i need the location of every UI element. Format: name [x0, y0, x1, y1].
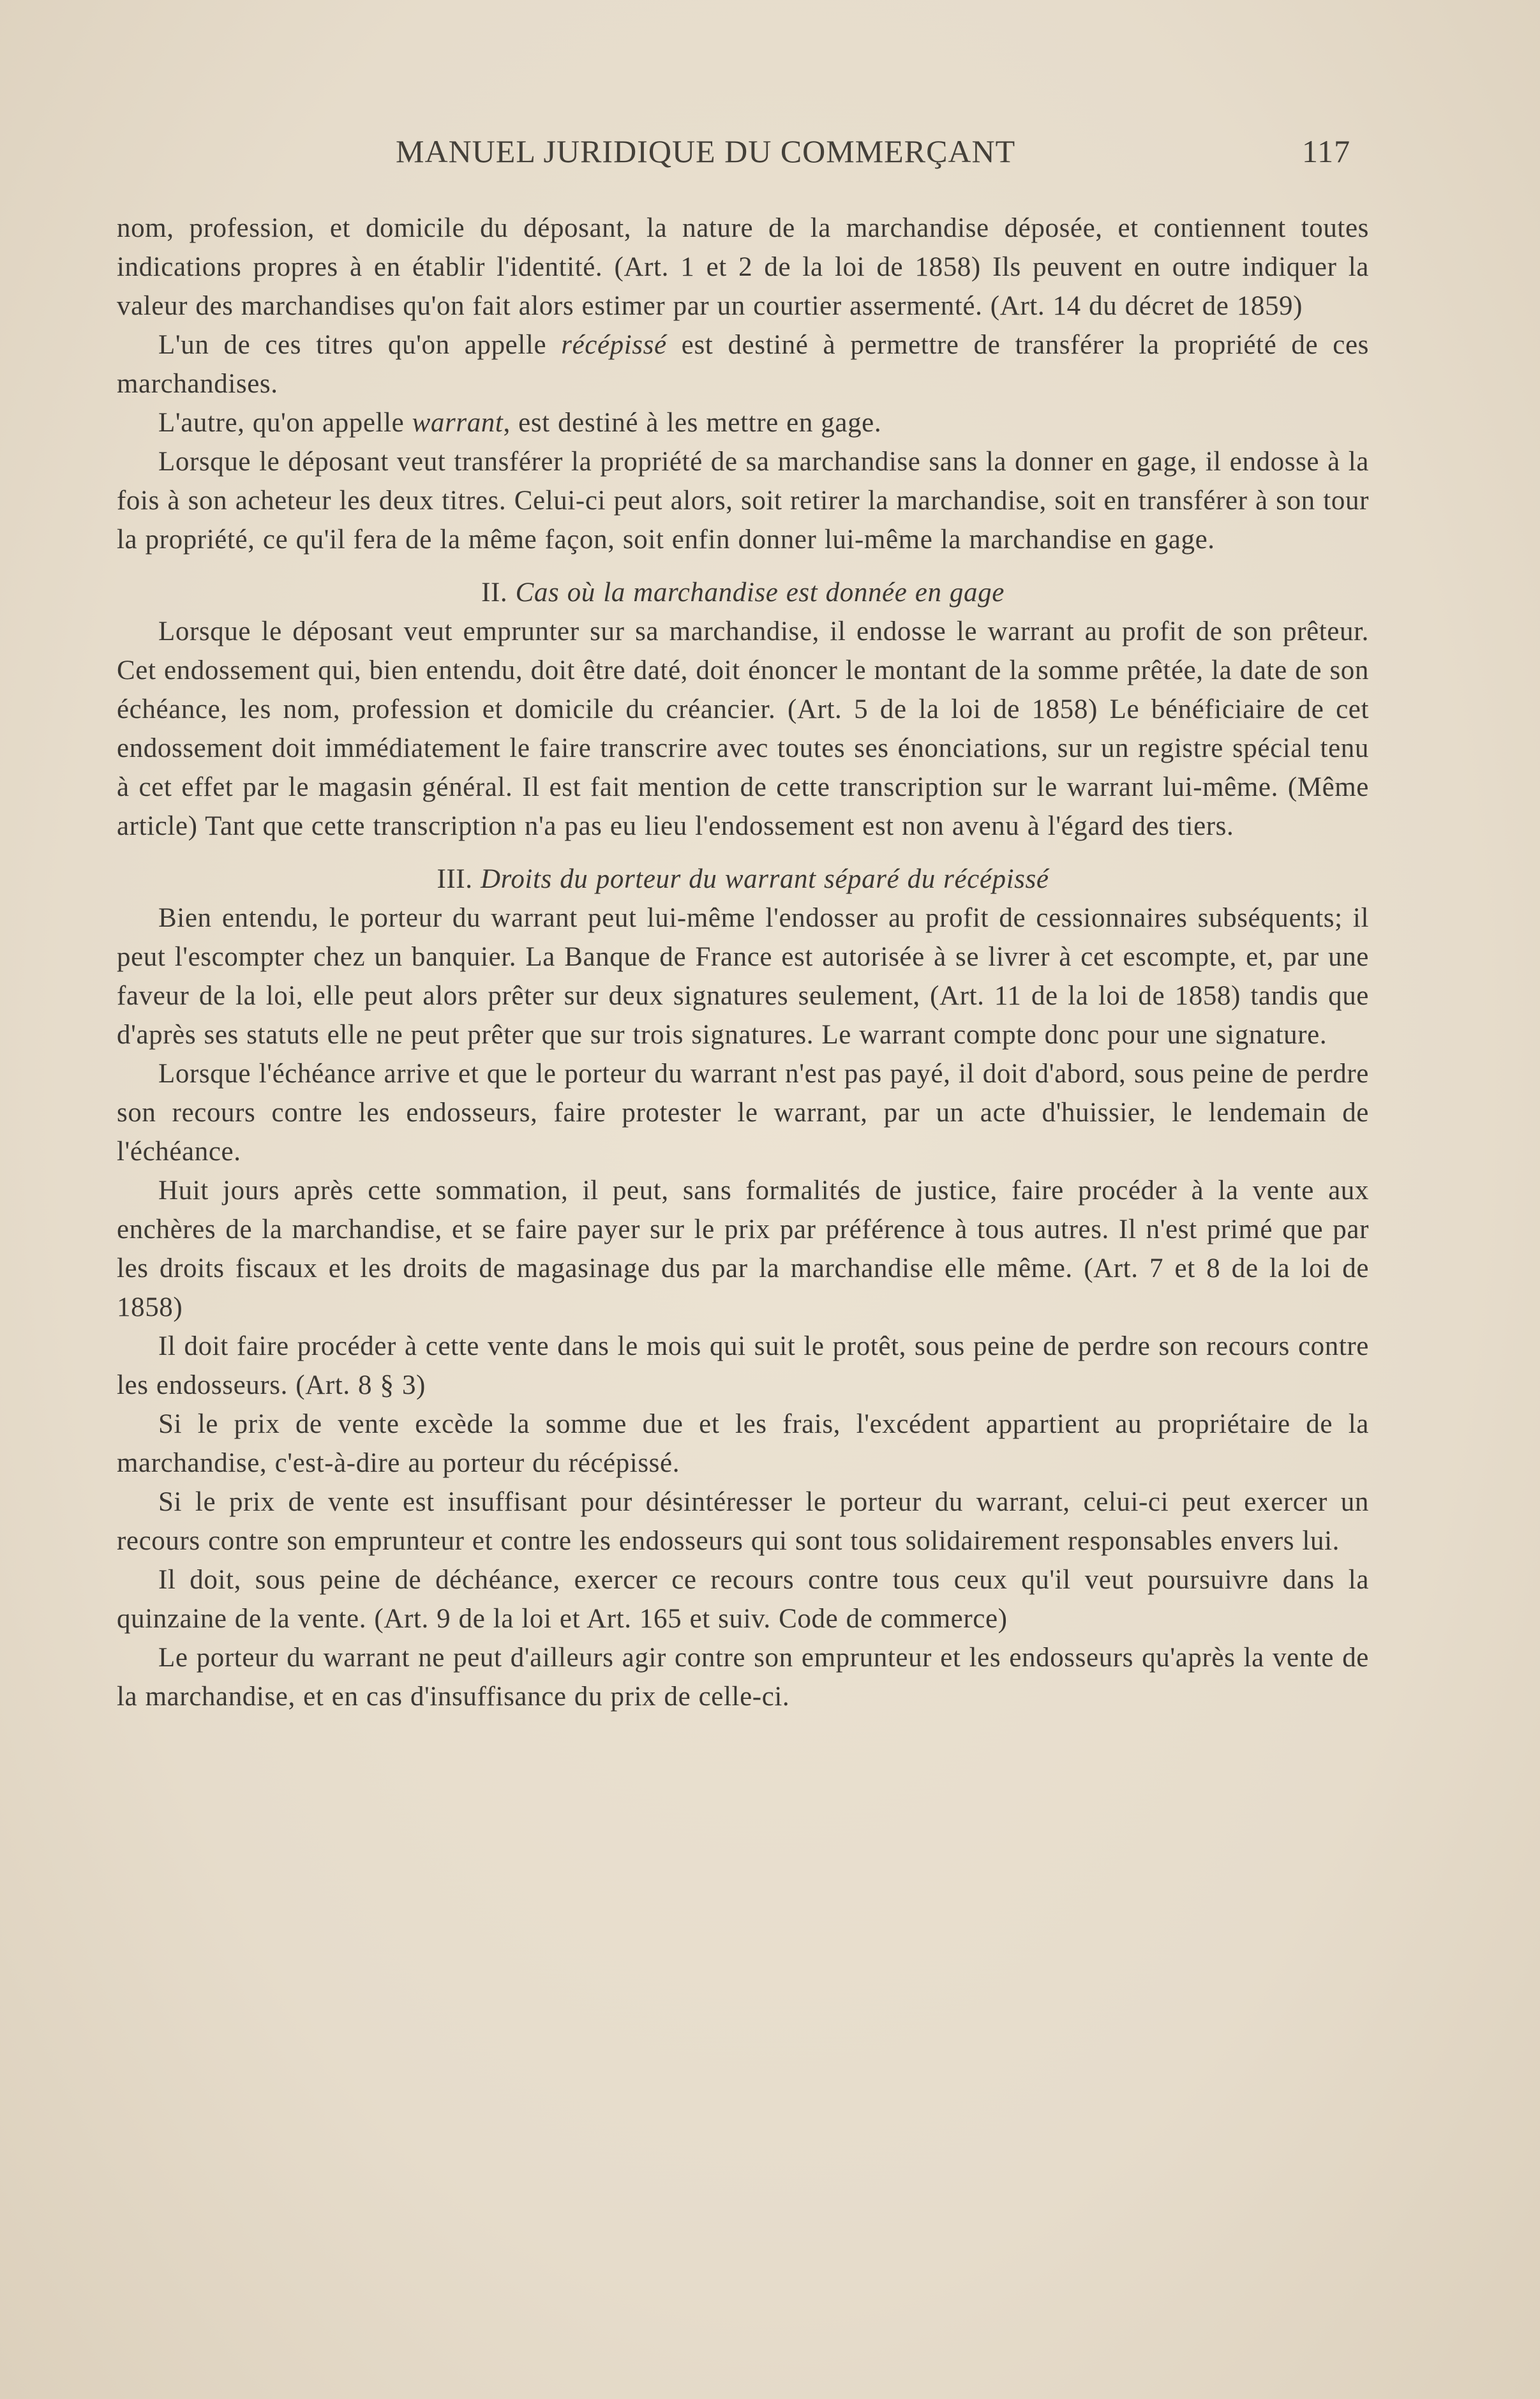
paragraph [117, 325, 1369, 403]
italic-term: warrant [412, 408, 504, 438]
text-run: L'autre, qu'on appelle [158, 408, 412, 438]
text-run: est destiné à permettre de transférer la propriété de ces marchandises. [117, 330, 1369, 399]
section-title: Cas où la marchandise est donnée en gage [515, 578, 1005, 608]
italic-term: récépissé [561, 330, 667, 360]
page-header [0, 128, 1540, 172]
paragraph: nom, profession, et domicile du déposant, la nature de la marchandise déposée, et contiennent toutes indications propres à en établir l'identité. (Art. 1 et 2 de la loi de 1858) Ils peuvent en outre indiquer la valeur des marchandises qu'on fait alors estimer par un courtier assermenté. (Art. 14 du décret de 1859) [117, 213, 1369, 321]
section-title: Droits du porteur du warrant séparé du récépissé [480, 864, 1049, 894]
section-number: III. [437, 864, 473, 894]
section-heading [117, 573, 1369, 612]
section-number: II. [481, 578, 508, 608]
section-heading [117, 860, 1369, 899]
paragraph: Il doit faire procéder à cette vente dans le mois qui suit le protêt, sous peine de perdre son recours contre les endosseurs. (Art. 8 § 3) [117, 1331, 1369, 1400]
running-title: MANUEL JURIDIQUE DU COMMERÇANT [396, 133, 1016, 169]
paragraph: Bien entendu, le porteur du warrant peut lui-même l'endosser au profit de cessionnaires subséquents; il peut l'escompter chez un banquier. La Banque de France est autorisée à se livrer à cet escompte, et, par une faveur de la loi, elle peut alors prêter sur deux signatures seulement, (Art. 11 de la loi de 1858) tandis que d'après ses statuts elle ne peut prêter que sur trois signatures. Le warrant compte donc pour une signature. [117, 903, 1369, 1050]
page-number: 117 [1302, 133, 1351, 169]
paragraph: Lorsque le déposant veut emprunter sur sa marchandise, il endosse le warrant au profit de son prêteur. Cet endossement qui, bien entendu, doit être daté, doit énoncer le montant de la somme prêtée, la date de son échéance, les nom, profession et domicile du créancier. (Art. 5 de la loi de 1858) Le bénéficiaire de cet endossement doit immédiatement le faire transcrire avec toutes ses énonciations, sur un registre spécial tenu à cet effet par le magasin général. Il est fait mention de cette transcription sur le warrant lui-même. (Même article) Tant que cette transcription n'a pas eu lieu l'endossement est non avenu à l'égard des tiers. [117, 617, 1369, 841]
paragraph: Le porteur du warrant ne peut d'ailleurs agir contre son emprunteur et les endosseurs qu'après la vente de la marchandise, et en cas d'insuffisance du prix de celle-ci. [117, 1643, 1369, 1712]
paragraph [117, 403, 1369, 442]
paragraph: Si le prix de vente est insuffisant pour désintéresser le porteur du warrant, celui-ci peut exercer un recours contre son emprunteur et contre les endosseurs qui sont tous solidairement responsables envers lui. [117, 1487, 1369, 1556]
page-body [117, 209, 1369, 1716]
paragraph: Il doit, sous peine de déchéance, exercer ce recours contre tous ceux qu'il veut poursuivre dans la quinzaine de la vente. (Art. 9 de la loi et Art. 165 et suiv. Code de commerce) [117, 1565, 1369, 1634]
paragraph: Si le prix de vente excède la somme due et les frais, l'excédent appartient au propriétaire de la marchandise, c'est-à-dire au porteur du récépissé. [117, 1409, 1369, 1478]
text-run: , est destiné à les mettre en gage. [503, 408, 882, 438]
paragraph: Lorsque le déposant veut transférer la propriété de sa marchandise sans la donner en gage, il endosse à la fois à son acheteur les deux titres. Celui-ci peut alors, soit retirer la marchandise, soit en transférer à son tour la propriété, ce qu'il fera de la même façon, soit enfin donner lui-même la marchandise en gage. [117, 447, 1369, 555]
paragraph: Lorsque l'échéance arrive et que le porteur du warrant n'est pas payé, il doit d'abord, sous peine de perdre son recours contre les endosseurs, faire protester le warrant, par un acte d'huissier, le lendemain de l'échéance. [117, 1059, 1369, 1167]
text-run: L'un de ces titres qu'on appelle [158, 330, 562, 360]
paragraph: Huit jours après cette sommation, il peut, sans formalités de justice, faire procéder à la vente aux enchères de la marchandise, et se faire payer sur le prix par préférence à tous autres. Il n'est primé que par les droits fiscaux et les droits de magasinage dus par la marchandise elle même. (Art. 7 et 8 de la loi de 1858) [117, 1176, 1369, 1322]
